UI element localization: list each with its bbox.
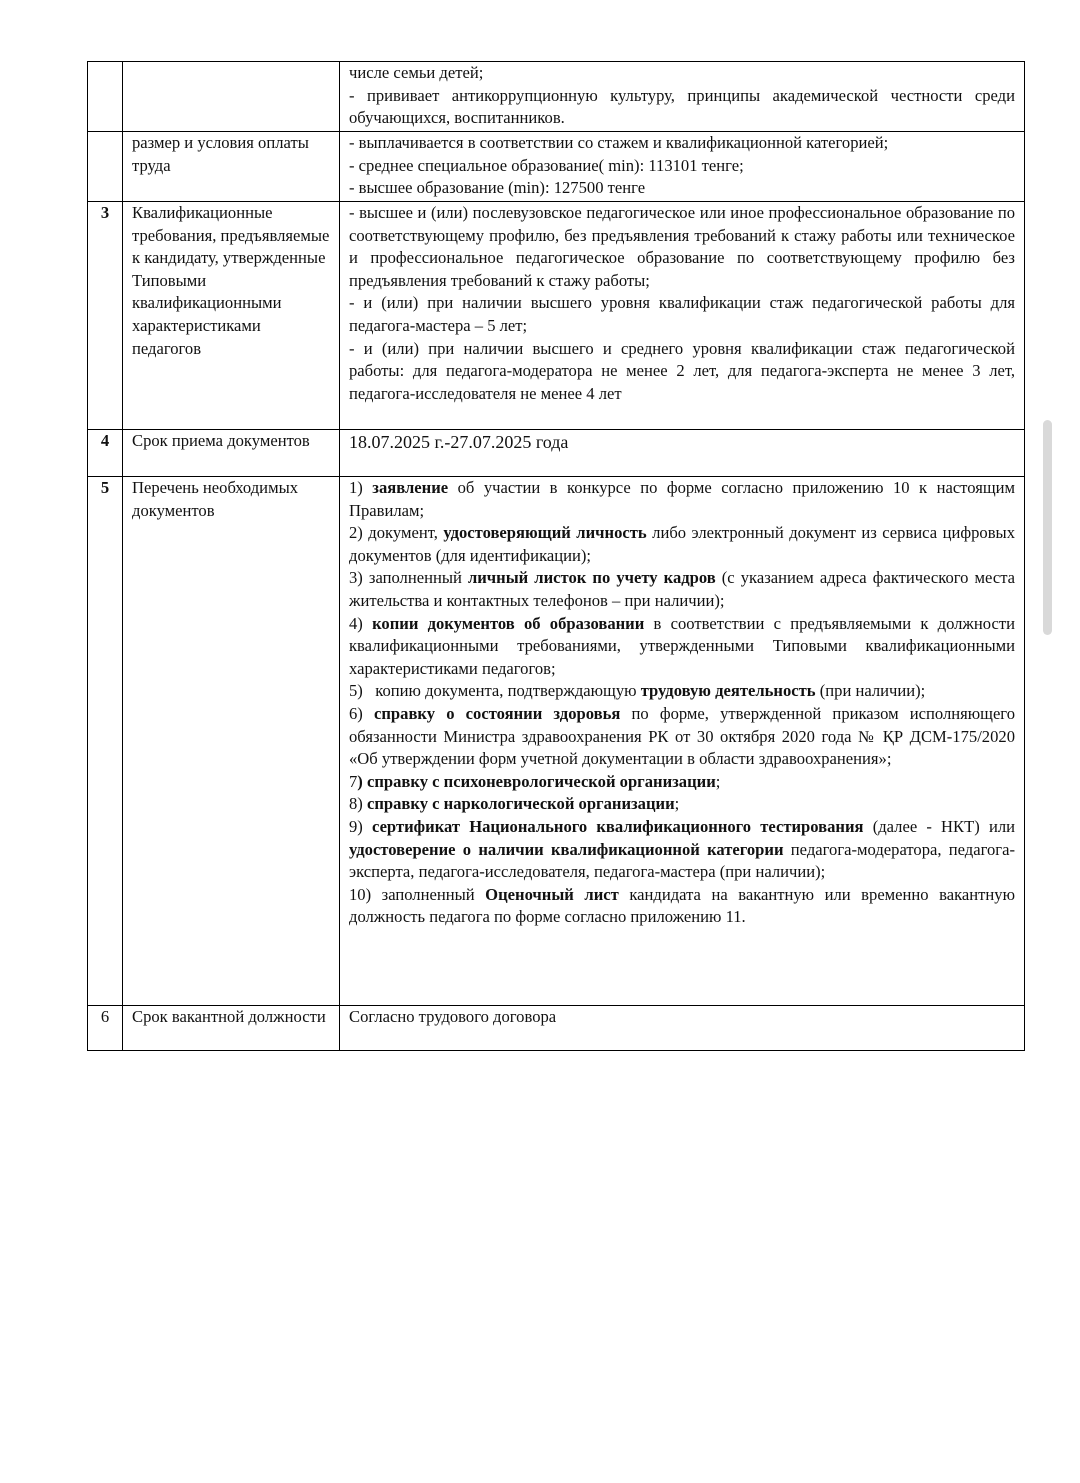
pay-line: - среднее специальное образование( min): 113101 тенге; xyxy=(349,155,744,175)
row-number xyxy=(88,202,123,430)
pay-content xyxy=(340,132,1025,202)
row-content-cell xyxy=(340,62,1025,132)
pay-line: - высшее образование (min): 127500 тенге xyxy=(349,178,646,198)
qualification-paragraph: - и (или) при наличии высшего и среднего уровня квалификации стаж педагогической работы: для педагога-модератора не менее 2 лет, для педагога-эксперта не менее 3 лет, педагога-исследователя не менее 4 лет xyxy=(349,338,1015,403)
term-label: Срок приема документов xyxy=(123,430,340,477)
requirements-table xyxy=(87,61,1025,1051)
list-item: 10) заполненный Оценочный лист кандидата на вакантную или временно вакантную должность педагога по форме согласно приложению 11. xyxy=(349,884,1015,927)
row-number-text: 4 xyxy=(100,431,110,450)
list-item: 2) документ, удостоверяющий личность либо электронный документ из сервиса цифровых документов (для идентификации); xyxy=(349,523,1015,565)
list-item: 7) справку с психоневрологической организации; xyxy=(349,771,721,791)
pay-line: - выплачивается в соответствии со стажем и квалификационной категорией; xyxy=(349,133,889,152)
vacancy-label: Срок вакантной должности xyxy=(123,1006,340,1051)
qualification-label: Квалификационные требования, предъявляемые к кандидату, утвержденные Типовыми квалификационными характеристиками педагогов xyxy=(123,202,340,430)
row-number-text: 3 xyxy=(100,203,110,222)
table-row xyxy=(88,477,1025,1006)
documents-list xyxy=(340,477,1025,1006)
row-number: 6 xyxy=(88,1006,123,1051)
row-number-cell xyxy=(88,62,123,132)
list-item: 5) копию документа, подтверждающую трудовую деятельность (при наличии); xyxy=(349,681,926,701)
row-number xyxy=(88,477,123,1006)
list-item: 1) заявление об участии в конкурсе по форме согласно приложению 10 к настоящим Правилам; xyxy=(349,478,1015,520)
pay-label: размер и условия оплаты труда xyxy=(123,132,340,202)
row-number-cell xyxy=(88,132,123,202)
list-item: 8) справку с наркологической организации; xyxy=(349,794,680,814)
qualification-paragraph: - высшее и (или) послевузовское педагогическое или иное профессиональное образование по соответствующему профилю, без предъявления требований к стажу работы или техническое и профессиональное педагогическое образование по соответствующему профилю без предъявления требований к стажу работы; xyxy=(349,203,1015,290)
table-row xyxy=(88,430,1025,477)
list-item: 6) справку о состоянии здоровья по форме, утвержденной приказом исполняющего обязанности Министра здравоохранения РК от 30 октября 2020 года № ҚР ДСМ-175/2020 «Об утверждении форм учетной документации в области здравоохранения»; xyxy=(349,703,1015,769)
table-row xyxy=(88,1006,1025,1051)
qualification-content xyxy=(340,202,1025,430)
continuation-line: числе семьи детей; xyxy=(349,63,484,82)
table-row xyxy=(88,132,1025,202)
scrollbar-thumb[interactable] xyxy=(1043,420,1052,635)
continuation-item: - прививает антикоррупционную культуру, принципы академической честности среди обучающихся, воспитанников. xyxy=(349,85,1015,128)
row-number xyxy=(88,430,123,477)
row-label-cell xyxy=(123,62,340,132)
vacancy-value: Согласно трудового договора xyxy=(340,1006,1025,1051)
documents-label: Перечень необходимых документов xyxy=(123,477,340,1006)
term-value: 18.07.2025 г.-27.07.2025 года xyxy=(340,430,1025,477)
table-row xyxy=(88,202,1025,430)
row-number-text: 5 xyxy=(100,478,110,497)
list-item: 9) сертификат Национального квалификационного тестирования (далее - НКТ) или удостоверение о наличии квалификационной категории педагога-модератора, педагога-эксперта, педагога-исследователя, педагога-мастера (при наличии); xyxy=(349,816,1015,882)
table-row xyxy=(88,62,1025,132)
qualification-paragraph: - и (или) при наличии высшего уровня квалификации стаж педагогической работы для педагога-мастера – 5 лет; xyxy=(349,293,1015,335)
list-item: 4) копии документов об образовании в соответствии с предъявляемыми к должности квалификационными требованиями, утвержденными Типовыми квалификационными характеристиками педагогов; xyxy=(349,613,1015,678)
list-item: 3) заполненный личный листок по учету кадров (с указанием адреса фактического места жительства и контактных телефонов – при наличии); xyxy=(349,568,1016,610)
